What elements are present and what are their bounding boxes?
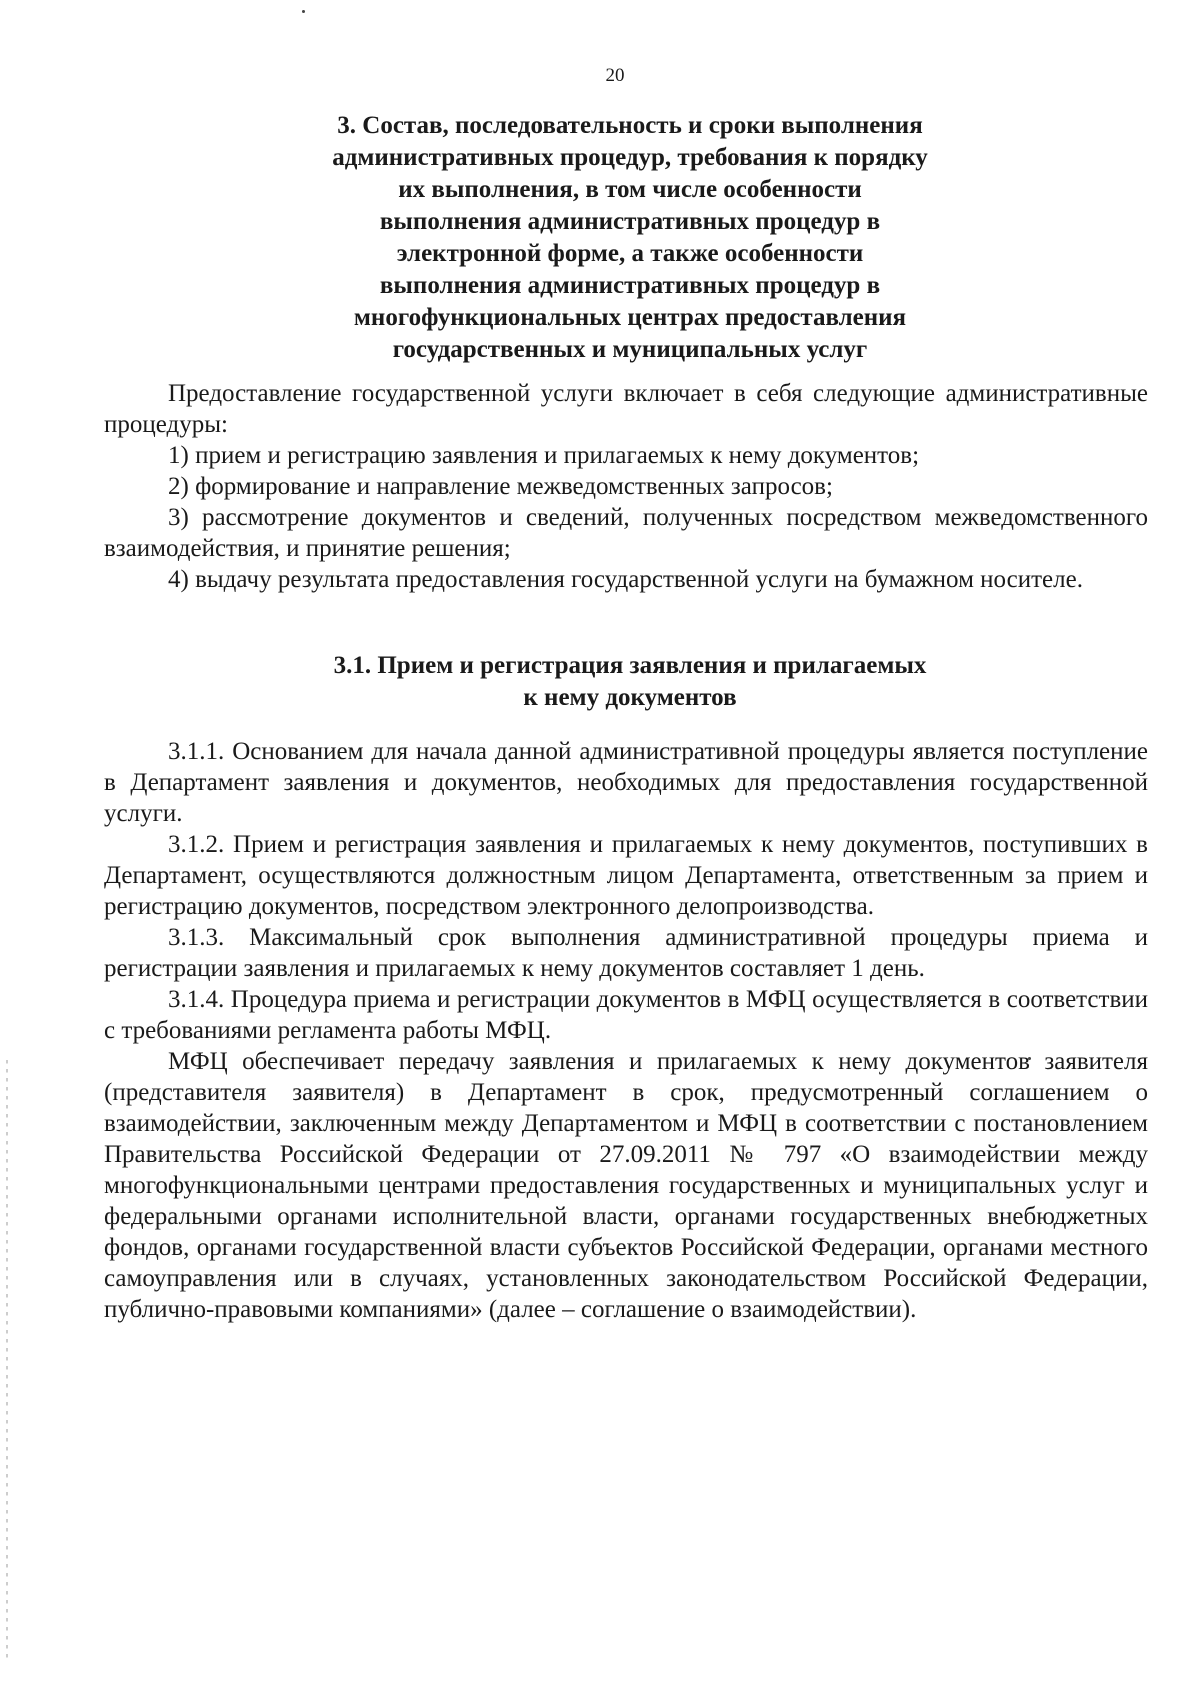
paragraph-intro: Предоставление государственной услуги включает в себя следующие административные процедуры: [104,380,1148,438]
intro-text [104,378,1148,595]
page-number: 20 [605,65,625,86]
subsection-text [104,736,1148,1325]
list-item-procedure-4: 4) выдачу результата предоставления государственной услуги на бумажном носителе. [168,566,1083,593]
section-heading-line: выполнения административных процедур в [379,208,881,235]
scan-margin-artifact [6,1060,8,1660]
paragraph-mfc: МФЦ обеспечивает передачу заявления и прилагаемых к нему документов заявителя (представителя заявителя) в Департамент в срок, предусмотренный соглашением о взаимодействии, заключенным между Департаментом и МФЦ в соответствии с постановлением Правительства Российской Федерации от 27.09.2011 № 797 «О взаимодействии между многофункциональными центрами предоставления государственных и муниципальных услуг и федеральными органами исполнительной власти, органами государственных внебюджетных фондов, органами государственной власти субъектов Российской Федерации, органами местного самоуправления или в случаях, установленных законодательством Российской Федерации, публично-правовыми компаниями» (далее – соглашение о взаимодействии). [104,1048,1148,1323]
paragraph-3-1-2: 3.1.2. Прием и регистрация заявления и прилагаемых к нему документов, поступивших в Департамент, осуществляются должностным лицом Департамента, ответственным за прием и регистрацию документов, посредством электронного делопроизводства. [104,831,1148,920]
section-heading [280,110,980,366]
subsection-heading-line: к нему документов [523,684,737,711]
section-heading-line: их выполнения, в том числе особенности [398,176,862,203]
list-item-procedure-3: 3) рассмотрение документов и сведений, полученных посредством межведомственного взаимодействия, и принятие решения; [104,504,1148,562]
section-heading-line: административных процедур, требования к порядку [332,144,928,171]
list-item-procedure-1: 1) прием и регистрацию заявления и прилагаемых к нему документов; [168,442,920,469]
paragraph-3-1-3: 3.1.3. Максимальный срок выполнения административной процедуры приема и регистрации заявления и прилагаемых к нему документов составляет 1 день. [104,924,1148,982]
section-heading-line: электронной форме, а также особенности [396,240,864,267]
paragraph-3-1-1: 3.1.1. Основанием для начала данной административной процедуры является поступление в Департамент заявления и документов, необходимых для предоставления государственной услуги. [104,738,1148,827]
subsection-heading-line: 3.1. Прием и регистрация заявления и прилагаемых [333,652,927,679]
section-heading-line: государственных и муниципальных услуг [392,336,868,363]
section-heading-line: выполнения административных процедур в [379,272,881,299]
list-item-procedure-2: 2) формирование и направление межведомственных запросов; [168,473,833,500]
section-heading-line: многофункциональных центрах предоставления [353,304,907,331]
scan-speck [302,10,305,13]
subsection-heading [280,650,980,714]
paragraph-3-1-4: 3.1.4. Процедура приема и регистрации документов в МФЦ осуществляется в соответствии с требованиями регламента работы МФЦ. [104,986,1148,1044]
section-heading-line: 3. Состав, последовательность и сроки выполнения [337,112,923,139]
